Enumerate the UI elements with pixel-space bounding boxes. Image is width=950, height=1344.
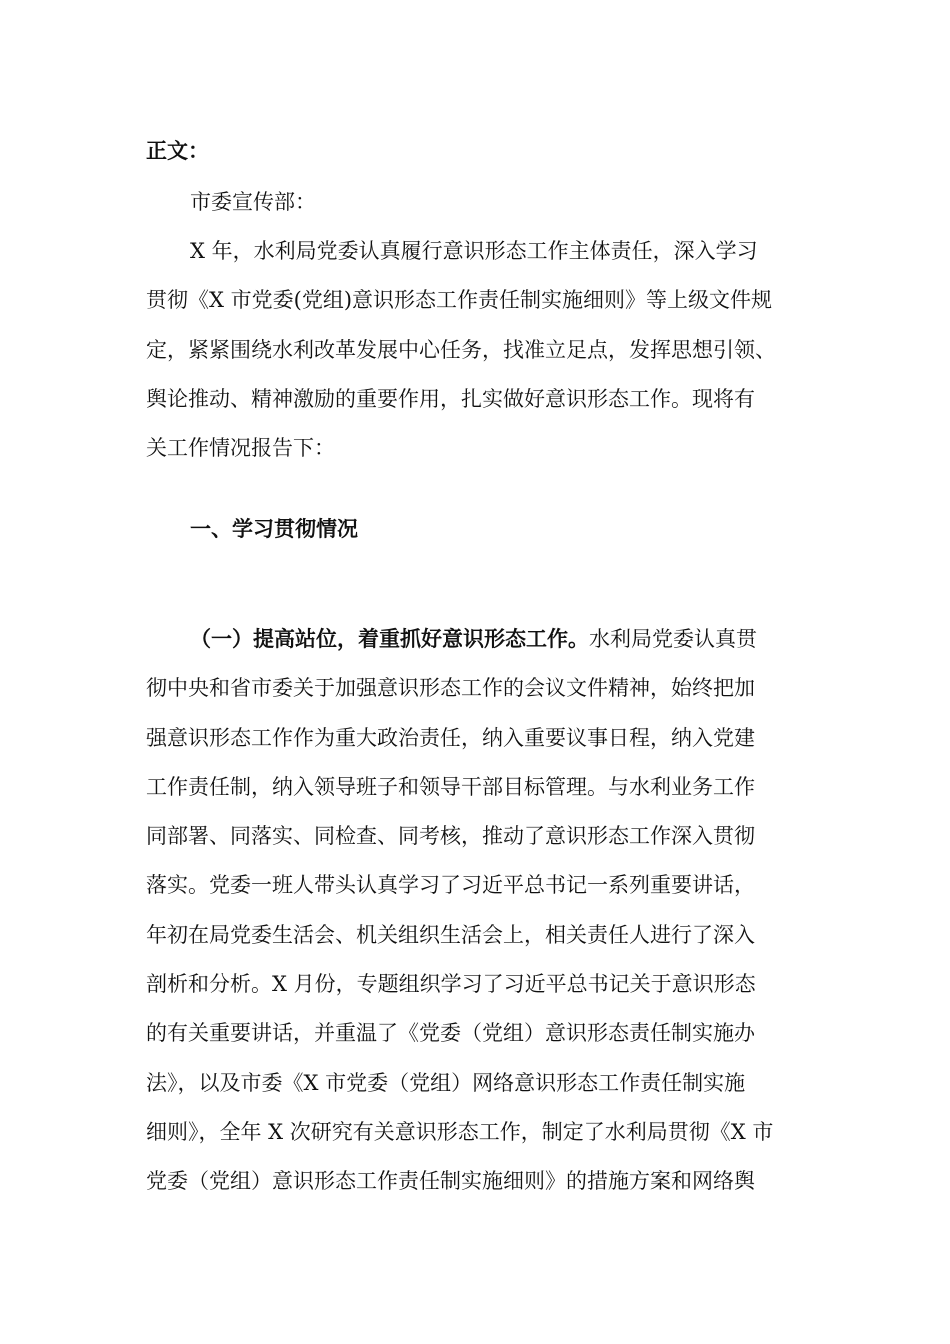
subsection-line: 党委（党组）意识形态工作责任制实施细则》的措施方案和网络舆 [146,1169,755,1194]
subsection-line: 剖析和分析。X 月份，专题组织学习了习近平总书记关于意识形态 [146,972,756,997]
subsection-first-line [146,624,810,673]
subsection-line: 落实。党委一班人带头认真学习了习近平总书记一系列重要讲话， [146,873,755,898]
intro-line: 贯彻《X 市党委(党组)意识形态工作责任制实施细则》等上级文件规 [146,288,773,313]
body-heading-label: 正文： [146,138,209,163]
intro-paragraph [146,236,810,482]
intro-line: 舆论推动、精神激励的重要作用，扎实做好意识形态工作。现将有 [146,386,755,411]
subsection-line: 细则》，全年 X 次研究有关意识形态工作，制定了水利局贯彻《X 市 [146,1119,774,1144]
subsection-line: 彻中央和省市委关于加强意识形态工作的会议文件精神，始终把加 [146,676,755,701]
subsection-paragraph [146,624,810,1216]
section-title: 一、学习贯彻情况 [190,516,358,541]
intro-line: X 年，水利局党委认真履行意识形态工作主体责任，深入学习 [190,239,758,263]
subsection-line: 的有关重要讲话，并重温了《党委（党组）意识形态责任制实施办 [146,1021,755,1046]
subsection-line: 强意识形态工作作为重大政治责任，纳入重要议事日程，纳入党建 [146,725,755,750]
intro-line: 定，紧紧围绕水利改革发展中心任务，找准立足点，发挥思想引领、 [146,337,776,362]
subsection-lead: （一）提高站位，着重抓好意识形态工作。 [190,626,589,651]
subsection-line: 年初在局党委生活会、机关组织生活会上，相关责任人进行了深入 [146,922,755,947]
salutation: 市委宣传部： [190,190,316,214]
subsection-line: 法》，以及市委《X 市党委（党组）网络意识形态工作责任制实施 [146,1070,746,1095]
subsection-first-line-rest: 水利局党委认真贯 [589,627,757,651]
intro-line: 关工作情况报告下： [146,436,335,461]
subsection-line: 同部署、同落实、同检查、同考核，推动了意识形态工作深入贯彻 [146,824,755,849]
subsection-line: 工作责任制，纳入领导班子和领导干部目标管理。与水利业务工作 [146,774,755,799]
